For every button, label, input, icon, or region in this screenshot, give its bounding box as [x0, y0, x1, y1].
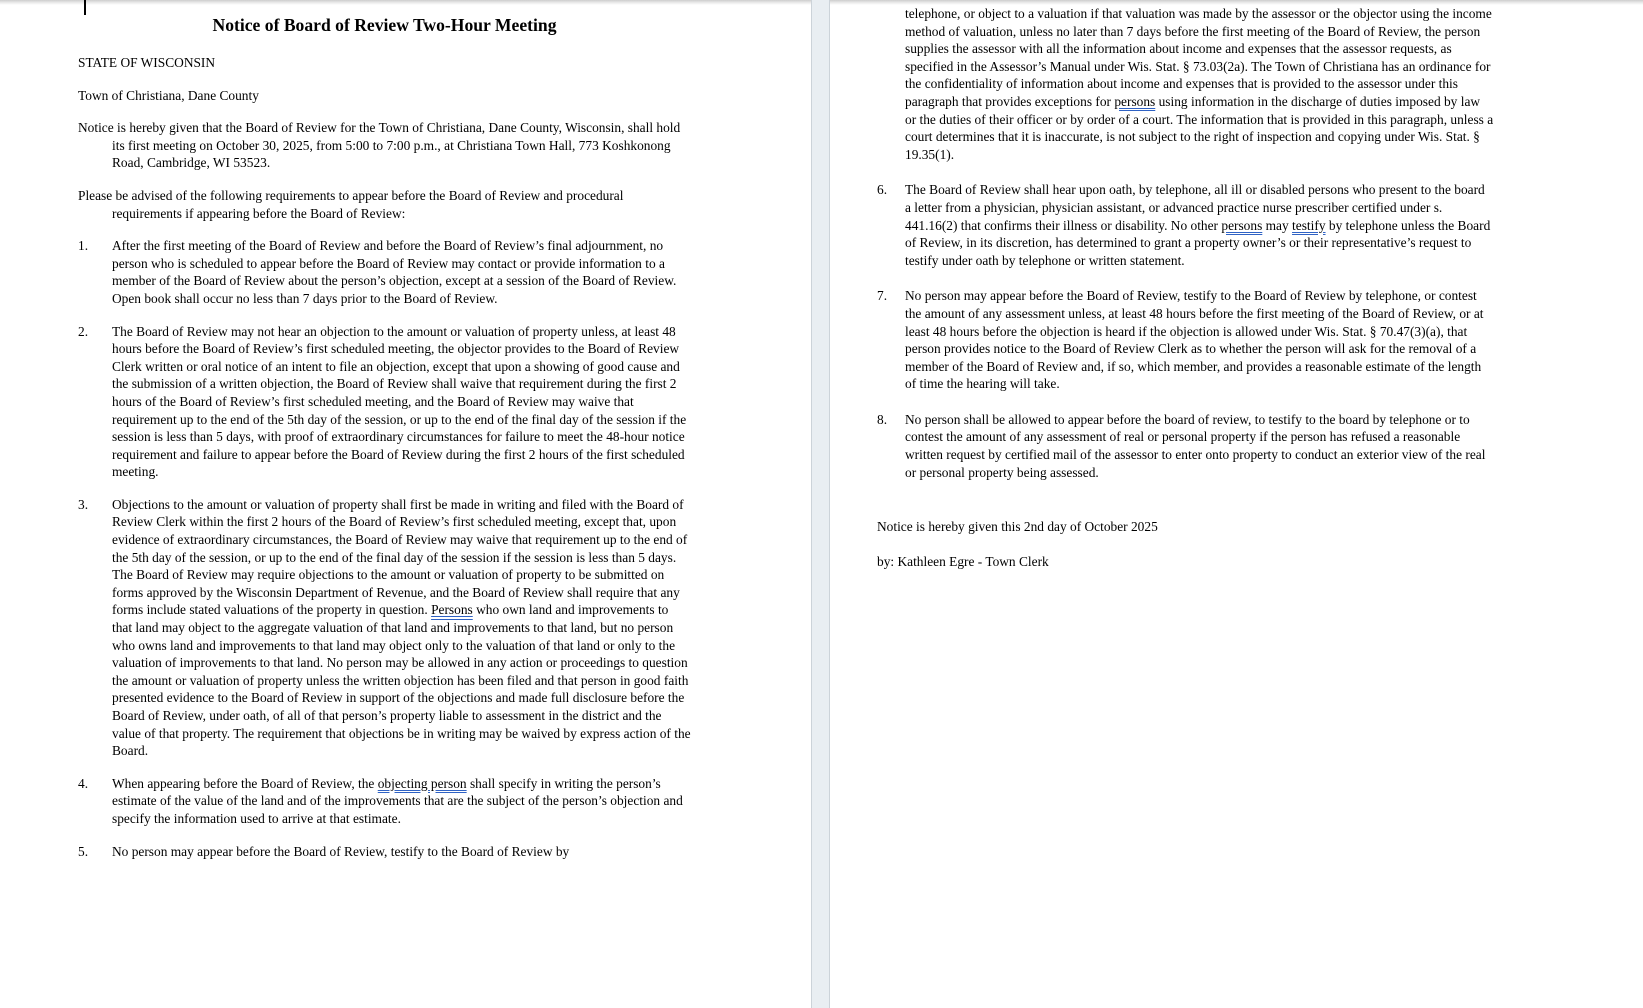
- list-item: [78, 237, 691, 307]
- item-number: 4.: [78, 775, 89, 791]
- item-text: [905, 287, 1494, 393]
- item-5-continuation: [905, 5, 1494, 163]
- text-segment: shall specify in writing the person’s estimate of the value of the land and of the improvements that are the subject of the person’s objection and specify the information used to arrive at that estimate.: [112, 775, 683, 826]
- text-segment: No person shall be allowed to appear before the board of review, to testify to the board by telephone or to contest the amount of any assessment of real or personal property if the person has refused a reasonable written request by certified mail of the assessor to enter onto property to conduct an exterior view of the real or personal property being assessed.: [905, 411, 1486, 480]
- list-item: [877, 411, 1494, 481]
- item-number: 7.: [877, 288, 888, 304]
- text-segment: No person may appear before the Board of Review, testify to the Board of Review by: [112, 843, 570, 859]
- item-text: [905, 411, 1494, 481]
- list-item: [78, 496, 691, 760]
- item-text: [112, 323, 691, 481]
- text-segment: using information in the discharge of duties imposed by law or the duties of their officer or by order of a court. The information that is provided in this paragraph, unless a court determines that it is inaccurate, is not subject to the right of inspection and copying under Wis. Stat. § 19.35(1).: [905, 93, 1494, 162]
- grammar-underlined-text: objecting person: [377, 775, 467, 791]
- text-segment: who own land and improvements to that land may object to the aggregate valuation of that land and improvements to that land, but no person who owns land and improvements to that land may object only to the valuation of that land or only to the valuation of improvements to that land. No person may be allowed in any action or proceedings to question the amount or valuation of property unless the written objection has been filed and that person in good faith presented evidence to the Board of Review in support of the objections and made full disclosure before the Board of Review, under oath, of all of that person’s property liable to assessment in the district and the value of that property. The requirement that objections be in writing may be waived by express action of the Board.: [112, 602, 691, 759]
- list-item: [877, 287, 1494, 393]
- text-segment: No person may appear before the Board of Review, testify to the Board of Review by telephone, or contest the amount of any assessment unless, at least 48 hours before the first meeting of the Board of Review, or at least 48 hours before the objection is heard if the objection is allowed under Wis. Stat. § 70.47(3)(a), that person provides notice to the Board of Review Clerk as to whether the person will ask for the removal of a member of the Board of Review and, if so, which member, and provides a reasonable estimate of the length of time the hearing will take.: [905, 288, 1484, 392]
- text-segment: Please be advised of the following requirements to appear before the Board of Review and procedural requirements if appearing before the Board of Review:: [78, 187, 624, 221]
- item-number: 6.: [877, 182, 888, 198]
- closing-by-line: by: Kathleen Egre - Town Clerk: [877, 553, 1049, 569]
- text-segment: When appearing before the Board of Review, the: [112, 775, 378, 791]
- item-number: 8.: [877, 411, 888, 427]
- town-line: Town of Christiana, Dane County: [78, 87, 259, 103]
- list-item: [877, 181, 1494, 269]
- closing-date-line: Notice is hereby given this 2nd day of October 2025: [877, 519, 1158, 535]
- text-segment: telephone, or object to a valuation if that valuation was made by the assessor or the objector using the income method of valuation, unless no later than 7 days before the first meeting of the Board of Review, the person supplies the assessor with all the information about income and expenses that the assessor requests, as specified in the Assessor’s Manual under Wis. Stat. § 73.03(2a). The Town of Christiana has an ordinance for the confidentiality of information about income and expenses that is provided to the assessor under this paragraph that provides exceptions for: [905, 6, 1492, 109]
- text-segment: by telephone unless the Board of Review, in its discretion, has determined to grant a property owner’s or their representative’s request to testify under oath by telephone or written statement.: [905, 217, 1491, 268]
- text-segment: Objections to the amount or valuation of property shall first be made in writing and filed with the Board of Review Clerk within the first 2 hours of the Board of Review’s first scheduled meeting, except that, upon evidence of extraordinary circumstances, the Board of Review may waive that requirement up to the end of the 5th day of the session, or up to the end of the final day of the session if the session is less than 5 days. The Board of Review may require objections to the amount or valuation of property to be submitted on forms approved by the Wisconsin Department of Revenue, and the Board of Review shall require that any forms include stated valuations of the property in question.: [112, 496, 688, 618]
- page-1[interactable]: [78, 12, 691, 860]
- text-segment: The Board of Review shall hear upon oath, by telephone, all ill or disabled persons who present to the board a letter from a physician, physician assistant, or advanced practice nurse prescriber certified under s. 441.16(2) that confirms their illness or disability. No other: [905, 182, 1485, 233]
- list-item: [78, 775, 691, 828]
- intro-paragraph: [78, 119, 691, 172]
- item-text: [112, 775, 691, 828]
- text-segment: The Board of Review may not hear an objection to the amount or valuation of property unless, at least 48 hours before the Board of Review’s first scheduled meeting, the objector provides to the Board of Review Clerk written or oral notice of an intent to file an objection, except that upon a showing of good cause and the submission of a written objection, the Board of Review shall waive that requirement during the first 2 hours of the Board of Review’s first scheduled meeting, and the Board of Review may waive that requirement up to the end of the 5th day of the session, or up to the end of the final day of the session if the session is less than 5 days, with proof of extraordinary circumstances for failure to meet the 48-hour notice requirement and failure to appear before the Board of Review during the first 2 hours of the first scheduled meeting.: [112, 323, 687, 480]
- grammar-underlined-text: persons: [1114, 93, 1156, 109]
- item-text: [112, 843, 691, 861]
- item-text: [112, 496, 691, 760]
- document-title: Notice of Board of Review Two-Hour Meeting: [212, 15, 557, 35]
- grammar-underlined-text: Persons: [431, 602, 473, 618]
- page-gap-divider: [811, 0, 830, 1008]
- list-item: [78, 843, 691, 861]
- item-text: [905, 181, 1494, 269]
- text-segment: Notice is hereby given that the Board of Review for the Town of Christiana, Dane County, Wisconsin, shall hold its first meeting on October 30, 2025, from 5:00 to 7:00 p.m., at Christiana Town Hall, 773 Koshkonong Road, Cambridge, WI 53523.: [78, 120, 681, 171]
- list-item: [78, 323, 691, 481]
- page-2[interactable]: [877, 5, 1494, 570]
- item-text: [112, 237, 691, 307]
- numbered-list-items-1-5: [78, 237, 691, 860]
- item-number: 2.: [78, 323, 89, 339]
- advisory-paragraph: [78, 187, 691, 222]
- text-segment: After the first meeting of the Board of Review and before the Board of Review’s final adjournment, no person who is scheduled to appear before the Board of Review may contact or provide information to a member of the Board of Review about the person’s objection, except at a session of the Board of Review. Open book shall occur no less than 7 days prior to the Board of Review.: [112, 238, 677, 306]
- grammar-underlined-text: testify: [1292, 217, 1326, 233]
- item-number: 1.: [78, 238, 89, 254]
- numbered-list-items-6-8: [877, 181, 1494, 481]
- item-number: 3.: [78, 496, 89, 512]
- state-line: STATE OF WISCONSIN: [78, 55, 216, 70]
- item-number: 5.: [78, 843, 89, 859]
- text-segment: may: [1262, 217, 1293, 233]
- grammar-underlined-text: persons: [1221, 217, 1263, 233]
